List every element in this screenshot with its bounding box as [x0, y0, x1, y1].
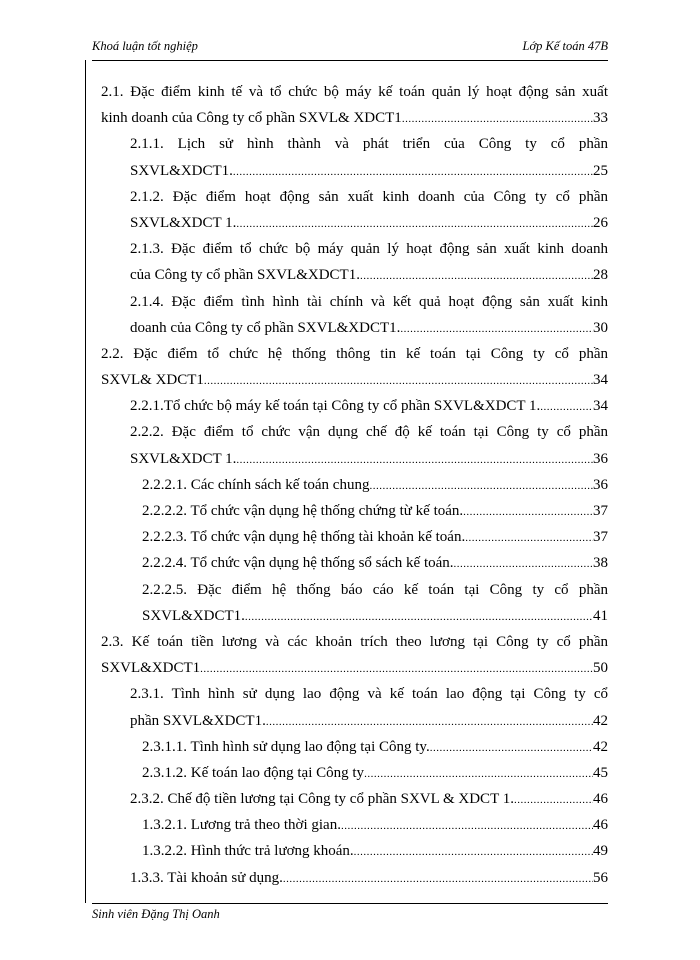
- toc-entry-title: kinh doanh của Công ty cổ phần SXVL& XDCT1: [101, 110, 402, 127]
- toc-entry-line1: 2.1.1. Lịch sử hình thành và phát triển của Công ty cổ phần: [130, 136, 608, 153]
- toc-page-number: 42: [593, 738, 608, 755]
- toc-entry-title: 1.3.2.2. Hình thức trả lương khoán.: [142, 843, 354, 860]
- toc-page-number: 25: [593, 162, 608, 179]
- toc-entry-title: 2.2.2.4. Tổ chức vận dụng hệ thống sổ sách kế toán.: [142, 555, 454, 572]
- toc-entry: [101, 446, 608, 472]
- toc-entry: [101, 498, 608, 524]
- page-header: [92, 39, 608, 54]
- toc-entry-title: SXVL&XDCT1.: [142, 607, 245, 624]
- toc-entry-line1: 2.2. Đặc điểm tổ chức hệ thống thông tin kế toán tại Công ty cổ phần: [101, 345, 608, 362]
- toc-leader-dots: [454, 551, 593, 577]
- toc-entry-title: 2.3.1.1. Tình hình sử dụng lao động tại Công ty.: [142, 738, 430, 755]
- toc-entry: [101, 550, 608, 576]
- toc-leader-dots: [354, 839, 593, 865]
- toc-leader-dots: [463, 499, 593, 525]
- toc-page-number: 46: [593, 791, 608, 808]
- toc-page-number: 36: [593, 450, 608, 467]
- toc-page-number: 30: [593, 319, 608, 336]
- toc-leader-dots: [204, 368, 593, 394]
- toc-entry: [101, 603, 608, 629]
- toc-entry: [101, 315, 608, 341]
- toc-entry-line1: 2.3. Kế toán tiền lương và các khoản trích theo lương tại Công ty cổ phần: [101, 633, 608, 650]
- toc-page-number: 41: [593, 607, 608, 624]
- toc-entry: [101, 786, 608, 812]
- toc-leader-dots: [236, 211, 593, 237]
- toc-entry-line1: 2.3.1. Tình hình sử dụng lao động và kế toán lao động tại Công ty cổ: [130, 686, 608, 703]
- toc-entry: [101, 655, 608, 681]
- toc-entry-title: 2.2.2.3. Tổ chức vận dụng hệ thống tài khoản kế toán.: [142, 529, 466, 546]
- toc-leader-dots: [360, 263, 593, 289]
- toc-entry-title: SXVL&XDCT1: [101, 660, 201, 677]
- toc-page-number: 36: [593, 476, 608, 493]
- toc-entry-title: 2.2.2.2. Tổ chức vận dụng hệ thống chứng từ kế toán.: [142, 503, 464, 519]
- toc-leader-dots: [430, 735, 593, 761]
- toc-page-number: 33: [593, 110, 608, 127]
- toc-entry: [101, 865, 608, 891]
- toc-entry-title: 2.2.2.1. Các chính sách kế toán chung: [142, 476, 370, 493]
- toc-leader-dots: [200, 656, 593, 682]
- toc-page-number: 37: [593, 529, 608, 546]
- toc-page-number: 56: [593, 869, 608, 886]
- page-footer: Sinh viên Đặng Thị Oanh: [92, 907, 220, 921]
- toc-page-number: 38: [593, 555, 608, 572]
- toc-page-number: 34: [593, 398, 608, 415]
- toc-leader-dots: [369, 473, 593, 499]
- margin-line: [85, 60, 86, 903]
- toc-entry-title: SXVL&XDCT 1.: [130, 214, 237, 231]
- toc-entry: [101, 210, 608, 236]
- toc-page-number: 49: [593, 843, 608, 860]
- toc-leader-dots: [514, 787, 593, 813]
- toc-leader-dots: [364, 761, 593, 787]
- toc-entry-title: 2.3.2. Chế độ tiền lương tại Công ty cổ phần SXVL & XDCT 1.: [130, 791, 514, 808]
- toc-entry: [101, 708, 608, 734]
- toc-entry-line1: 2.2.2.5. Đặc điểm hệ thống báo cáo kế toán tại Công ty cổ phần: [142, 581, 608, 598]
- toc-leader-dots: [266, 709, 593, 735]
- toc-page-number: 50: [593, 660, 608, 677]
- toc-leader-dots: [540, 394, 593, 420]
- toc-leader-dots: [465, 525, 593, 551]
- toc-leader-dots: [236, 447, 593, 473]
- toc-page-number: 34: [593, 372, 608, 389]
- toc-entry: [101, 524, 608, 550]
- toc-leader-dots: [400, 316, 593, 342]
- header-left-text: Khoá luận tốt nghiệp: [92, 39, 198, 53]
- toc-leader-dots: [245, 604, 593, 630]
- toc-page-number: 26: [593, 214, 608, 231]
- toc-entry: [101, 393, 608, 419]
- toc-entry-title: 1.3.2.1. Lương trả theo thời gian.: [142, 817, 341, 834]
- toc-page-number: 37: [593, 503, 608, 519]
- toc-entry: [101, 734, 608, 760]
- toc-entry-title: 1.3.3. Tài khoản sử dụng.: [130, 869, 283, 886]
- toc-entry-title: SXVL& XDCT1: [101, 372, 204, 389]
- toc-entry: [101, 262, 608, 288]
- toc-entry: [101, 105, 608, 131]
- header-right-text: Lớp Kế toán 47B: [522, 39, 608, 53]
- toc-page-number: 42: [593, 712, 608, 729]
- toc-entry: [101, 838, 608, 864]
- toc-page-number: 46: [593, 817, 608, 834]
- footer-rule: [92, 903, 608, 904]
- toc-entry-line1: 2.1.4. Đặc điểm tình hình tài chính và kết quả hoạt động sản xuất kinh: [130, 293, 608, 310]
- toc-entry-title: của Công ty cổ phần SXVL&XDCT1.: [130, 267, 360, 284]
- toc-entry-line1: 2.2.2. Đặc điểm tổ chức vận dụng chế độ kế toán tại Công ty cổ phần: [130, 424, 608, 441]
- toc-entry-line1: 2.1.2. Đặc điểm hoạt động sản xuất kinh doanh của Công ty cổ phần: [130, 188, 608, 205]
- toc-page-number: 28: [593, 267, 608, 284]
- toc-entry: [101, 367, 608, 393]
- toc-entry-title: doanh của Công ty cổ phần SXVL&XDCT1.: [130, 319, 401, 336]
- toc-leader-dots: [402, 106, 593, 132]
- toc-entry-title: 2.3.1.2. Kế toán lao động tại Công ty: [142, 764, 365, 781]
- toc-entry-line1: 2.1. Đặc điểm kinh tế và tổ chức bộ máy kế toán quản lý hoạt động sản xuất: [101, 84, 608, 100]
- toc-entry-title: phần SXVL&XDCT1.: [130, 712, 266, 729]
- toc-entry-title: 2.2.1.Tổ chức bộ máy kế toán tại Công ty cổ phần SXVL&XDCT 1.: [130, 398, 541, 415]
- toc-entry: [101, 812, 608, 838]
- toc-leader-dots: [341, 813, 593, 839]
- toc-entry: [101, 158, 608, 184]
- toc-leader-dots: [283, 866, 593, 892]
- toc-entry-title: SXVL&XDCT1.: [130, 162, 233, 179]
- header-rule: [92, 60, 608, 61]
- toc-entry-title: SXVL&XDCT 1.: [130, 450, 237, 467]
- toc-page-number: 45: [593, 764, 608, 781]
- toc-entry: [101, 760, 608, 786]
- toc-entry: [101, 472, 608, 498]
- toc-entry-line1: 2.1.3. Đặc điểm tổ chức bộ máy quản lý hoạt động sản xuất kinh doanh: [130, 241, 608, 258]
- toc-leader-dots: [233, 159, 593, 185]
- table-of-contents: [101, 79, 608, 891]
